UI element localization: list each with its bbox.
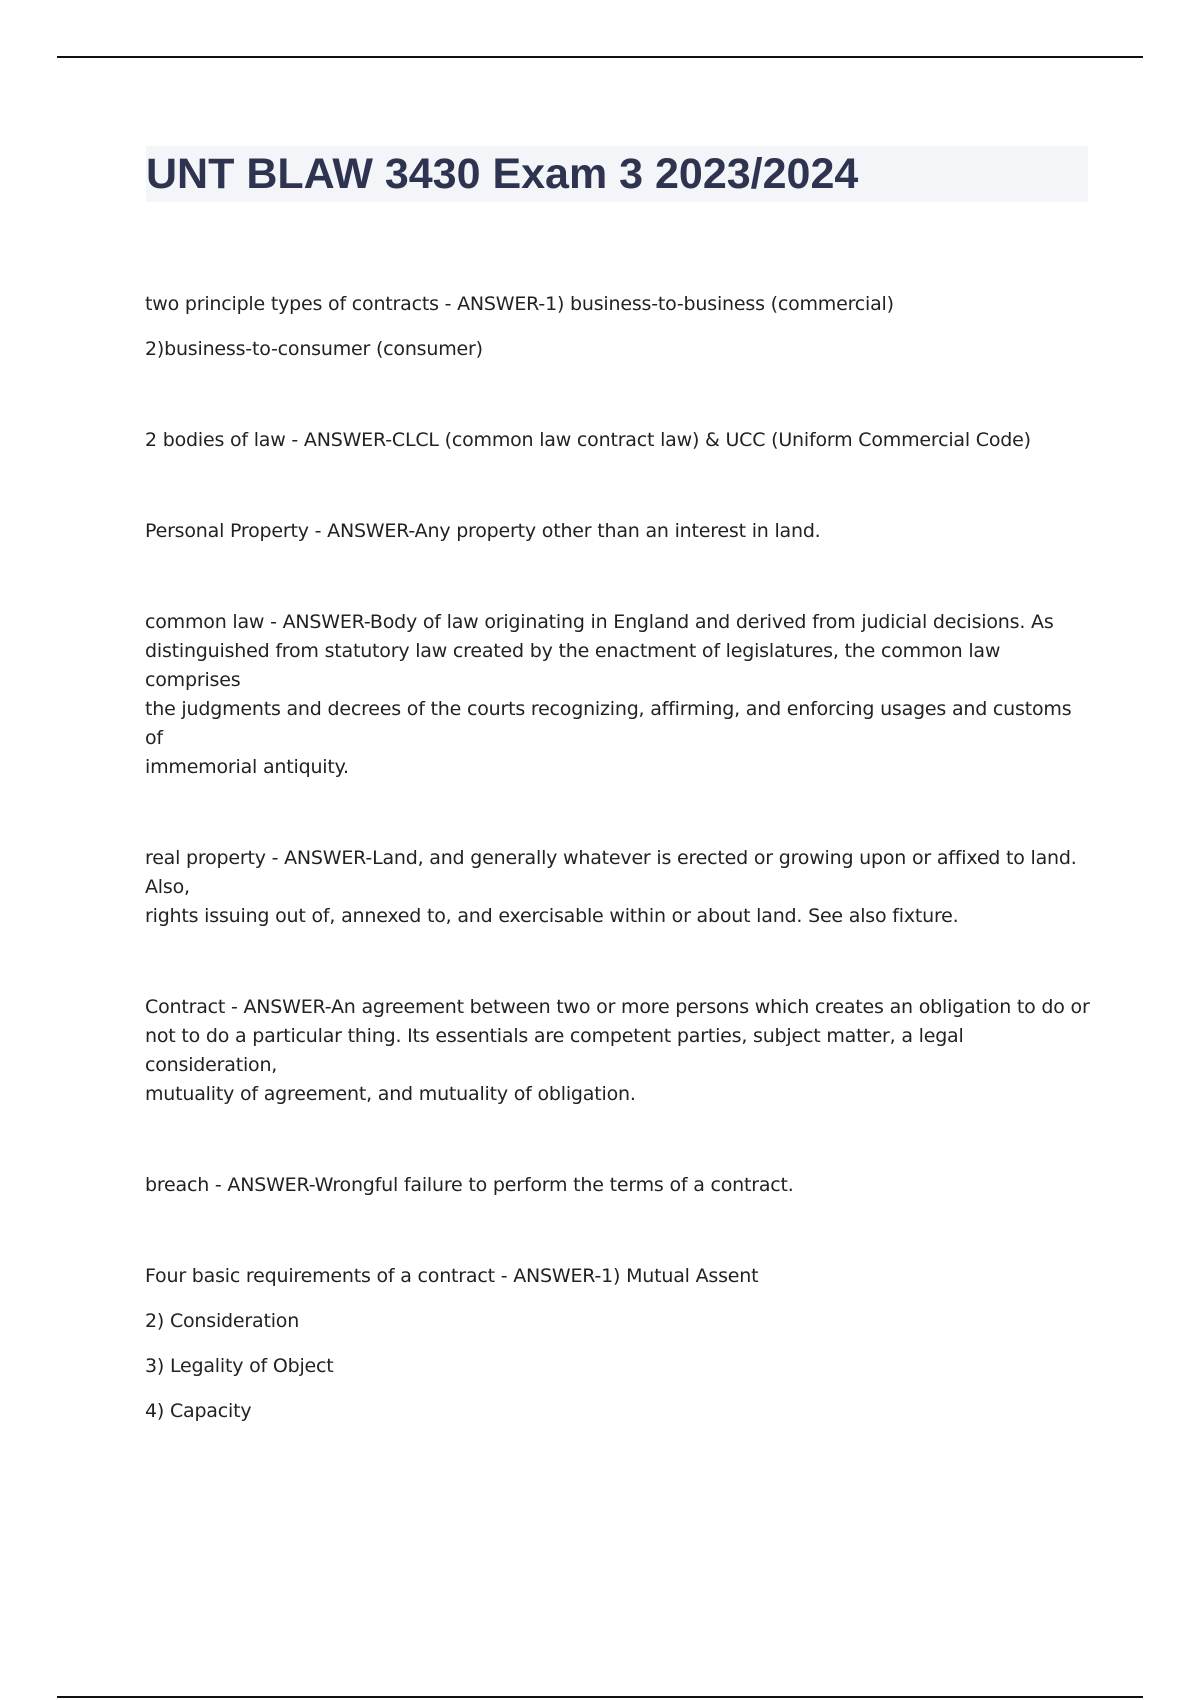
qa-entry — [145, 426, 1095, 455]
qa-line: two principle types of contracts - ANSWER-1) business-to-business (commercial) — [145, 293, 894, 315]
qa-line: 2 bodies of law - ANSWER-CLCL (common law contract law) & UCC (Uniform Commercial Code) — [145, 429, 1031, 451]
qa-line: mutuality of agreement, and mutuality of obligation. — [145, 1083, 636, 1105]
qa-line: the judgments and decrees of the courts recognizing, affirming, and enforcing usages and customs of — [145, 698, 1072, 749]
qa-line: rights issuing out of, annexed to, and exercisable within or about land. See also fixture. — [145, 905, 959, 927]
qa-line: breach - ANSWER-Wrongful failure to perform the terms of a contract. — [145, 1174, 794, 1196]
qa-line: distinguished from statutory law created by the enactment of legislatures, the common law comprises — [145, 640, 1001, 691]
qa-sub-line: 2) Consideration — [145, 1310, 300, 1332]
qa-entry — [145, 844, 1095, 931]
qa-line: real property - ANSWER-Land, and generally whatever is erected or growing upon or affixed to land. Also, — [145, 847, 1077, 898]
bottom-rule — [57, 1696, 1143, 1698]
qa-list — [145, 290, 1095, 1426]
qa-line: Contract - ANSWER-An agreement between two or more persons which creates an obligation to do or — [145, 996, 1090, 1018]
top-rule — [57, 56, 1143, 58]
qa-entry — [145, 993, 1095, 1109]
qa-line: Personal Property - ANSWER-Any property other than an interest in land. — [145, 520, 821, 542]
qa-line: common law - ANSWER-Body of law originating in England and derived from judicial decisions. As — [145, 611, 1054, 633]
qa-entry — [145, 290, 1095, 364]
document-title: UNT BLAW 3430 Exam 3 2023/2024 — [146, 150, 859, 198]
qa-line: Four basic requirements of a contract - ANSWER-1) Mutual Assent — [145, 1265, 759, 1287]
qa-line: immemorial antiquity. — [145, 756, 349, 778]
qa-sub-line: 3) Legality of Object — [145, 1355, 334, 1377]
qa-line: not to do a particular thing. Its essentials are competent parties, subject matter, a legal consideration, — [145, 1025, 964, 1076]
qa-entry — [145, 1262, 1095, 1426]
qa-entry — [145, 1171, 1095, 1200]
qa-entry — [145, 608, 1095, 782]
qa-sub-line: 4) Capacity — [145, 1400, 252, 1422]
qa-sub-line: 2)business-to-consumer (consumer) — [145, 338, 483, 360]
qa-entry — [145, 517, 1095, 546]
